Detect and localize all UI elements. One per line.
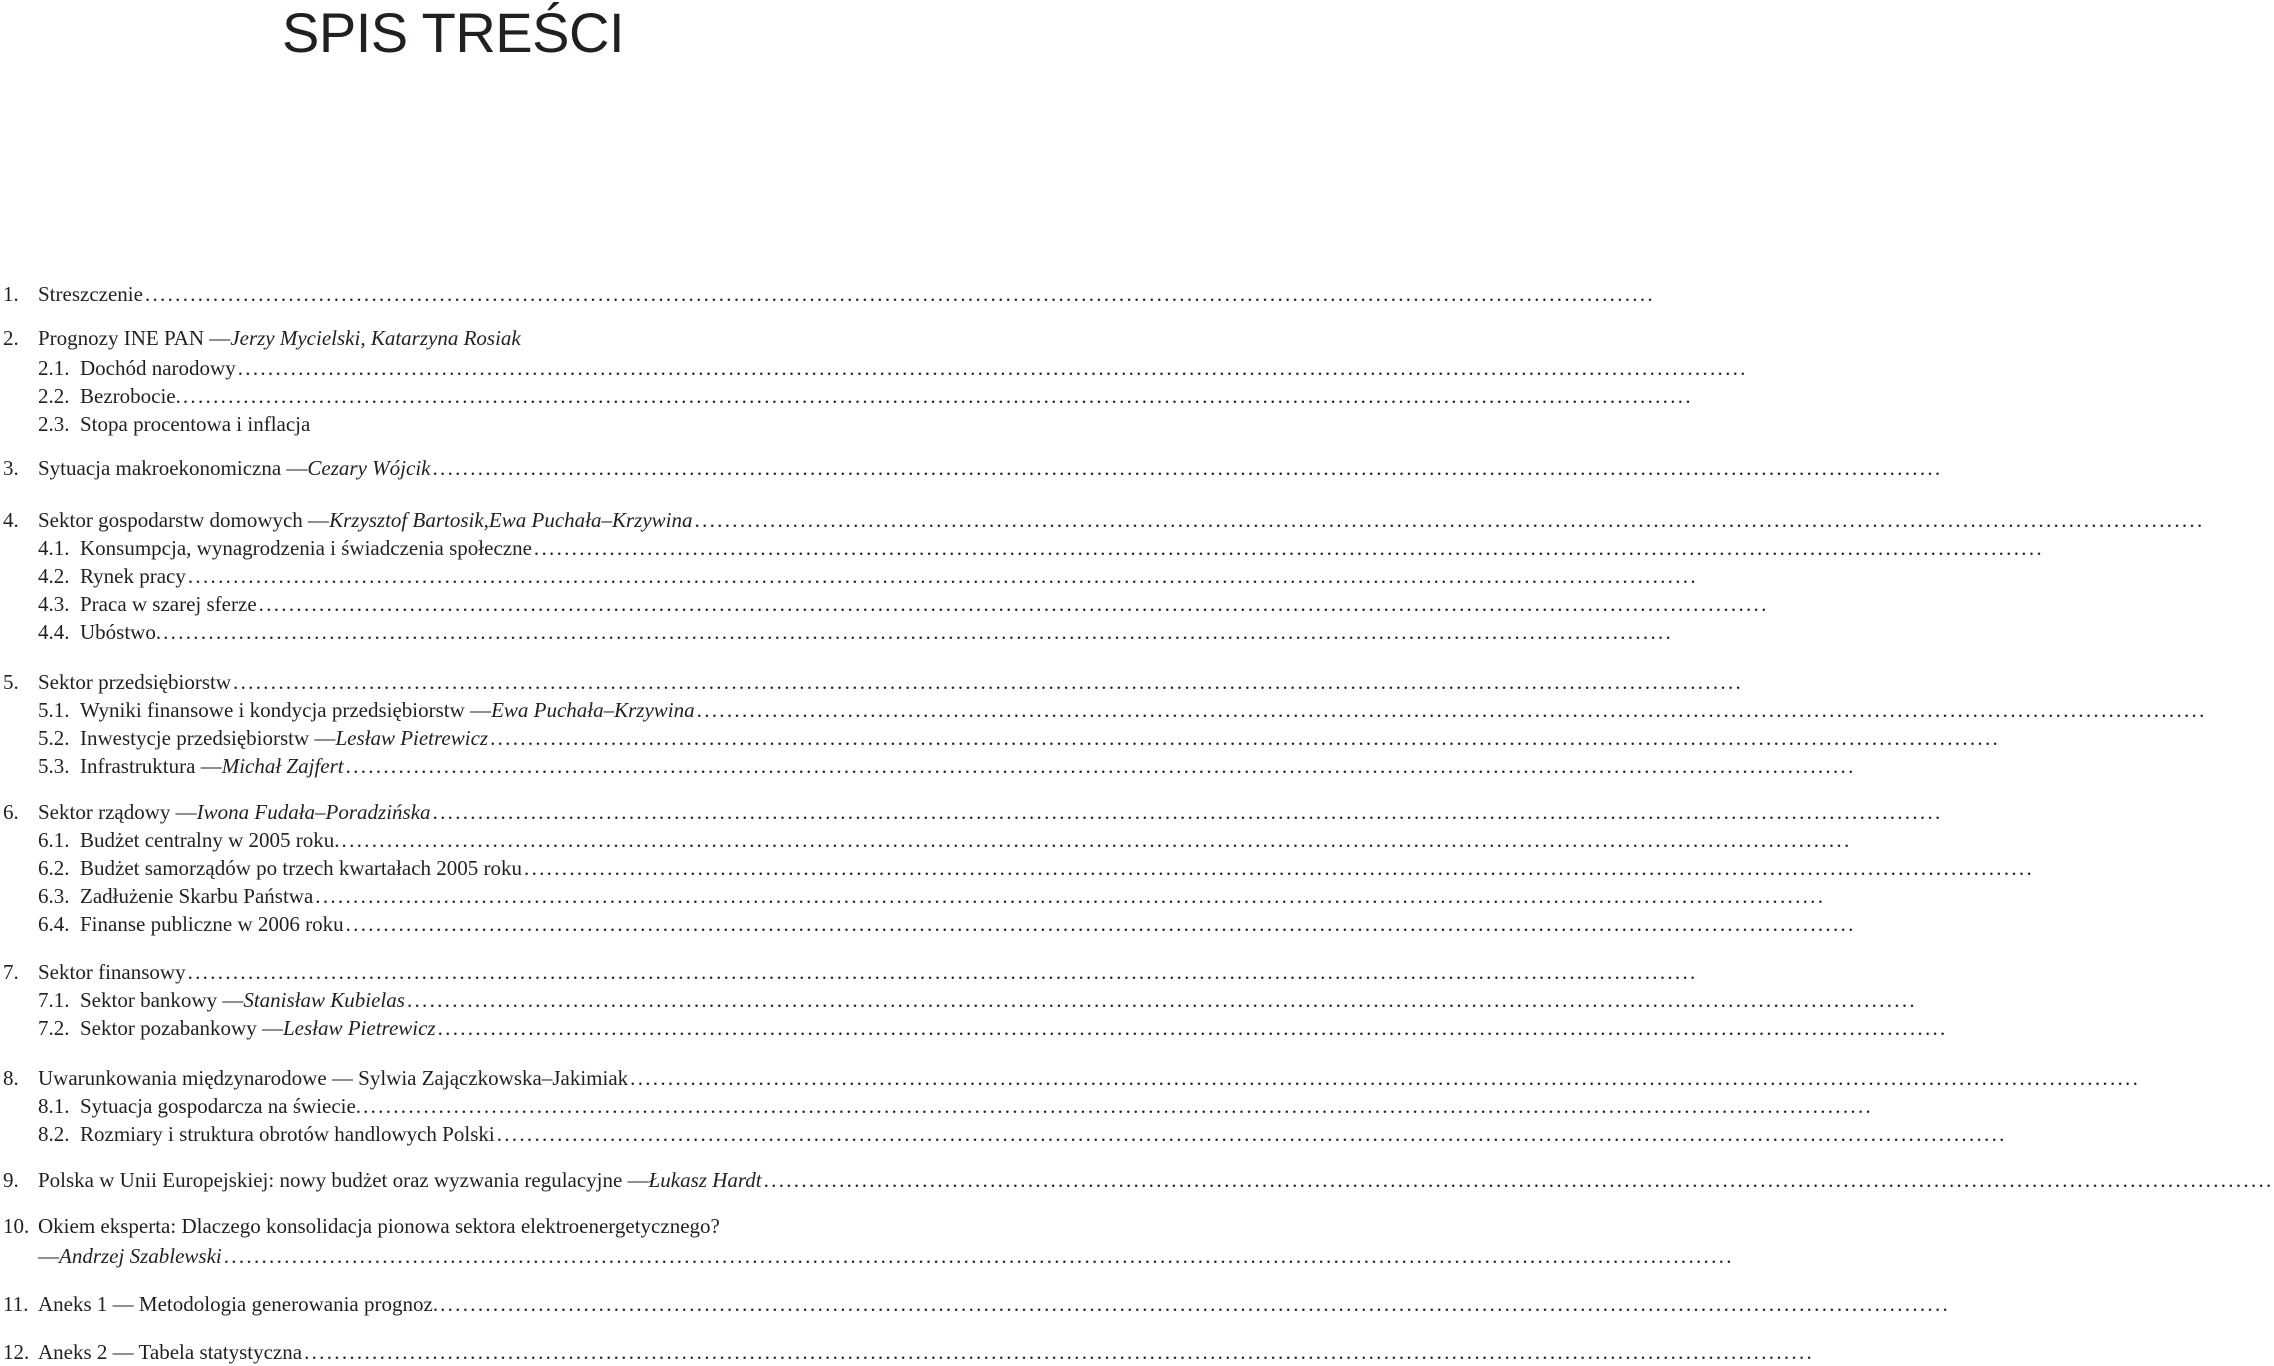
- toc-entry-number: 11.: [3, 1292, 29, 1316]
- dot-leader: ........................................................................................................................................................................................................: [694, 508, 2205, 532]
- toc-entry-author: Cezary Wójcik: [307, 456, 431, 480]
- toc-entry-title: Streszczenie: [38, 282, 143, 306]
- toc-entry-title: Prognozy INE PAN —: [38, 326, 231, 350]
- toc-entry-number: 4.4.: [38, 620, 70, 644]
- toc-entry-number: 6.3.: [38, 884, 70, 908]
- toc-entry[interactable]: [3, 668, 1744, 696]
- toc-entry-title: Aneks 1 — Metodologia generowania prognoz.: [38, 1292, 439, 1316]
- dot-leader: ........................................................................................................................................................................................................: [696, 698, 2207, 722]
- toc-entry[interactable]: [38, 590, 1769, 618]
- toc-entry-number: 2.1.: [38, 356, 70, 380]
- dot-leader: ........................................................................................................................................................................................................: [763, 1168, 2274, 1192]
- toc-entry-number: 5.: [3, 670, 19, 694]
- toc-entry-number: 4.3.: [38, 592, 70, 616]
- dot-leader: ........................................................................................................................................................................................................: [187, 960, 1698, 984]
- toc-entry-number: 6.: [3, 800, 19, 824]
- toc-entry-title: Rynek pracy: [80, 564, 186, 588]
- dot-leader: ........................................................................................................................................................................................................: [533, 536, 2044, 560]
- dot-leader: ........................................................................................................................................................................................................: [237, 356, 1748, 380]
- toc-entry[interactable]: [38, 382, 1693, 410]
- toc-entry-author: Lesław Pietrewicz: [282, 1016, 436, 1040]
- toc-entry[interactable]: [38, 1014, 1948, 1042]
- toc-entry-number: 6.1.: [38, 828, 70, 852]
- toc-entry[interactable]: [3, 958, 1698, 986]
- toc-entry-title: Infrastruktura —: [80, 754, 222, 778]
- toc-entry[interactable]: [38, 1092, 1874, 1120]
- toc-entry-title: Okiem eksperta: Dlaczego konsolidacja pionowa sektora elektroenergetycznego?: [38, 1214, 720, 1238]
- toc-entry-number: 4.: [3, 508, 19, 532]
- toc-entry-number: 7.2.: [38, 1016, 70, 1040]
- dot-leader: ........................................................................................................................................................................................................: [258, 592, 1769, 616]
- dot-leader: ........................................................................................................................................................................................................: [406, 988, 1917, 1012]
- toc-entry-number: 2.: [3, 326, 19, 350]
- toc-entry-title: Bezrobocie.: [80, 384, 181, 408]
- toc-entry-title: Sytuacja gospodarcza na świecie.: [80, 1094, 362, 1118]
- dot-leader: ........................................................................................................................................................................................................: [341, 828, 1852, 852]
- toc-entry-title: Polska w Unii Europejskiej: nowy budżet oraz wyzwania regulacyjne —: [38, 1168, 649, 1192]
- dot-leader: ........................................................................................................................................................................................................: [223, 1244, 1734, 1268]
- toc-entry[interactable]: [3, 1166, 2274, 1194]
- toc-entry-title: Budżet centralny w 2005 roku.: [80, 828, 340, 852]
- dot-leader: ........................................................................................................................................................................................................: [315, 884, 1826, 908]
- dot-leader: ........................................................................................................................................................................................................: [144, 282, 1655, 306]
- dot-leader: ........................................................................................................................................................................................................: [182, 384, 1693, 408]
- toc-entry-number: 8.1.: [38, 1094, 70, 1118]
- toc-entry[interactable]: [38, 354, 1748, 382]
- toc-entry[interactable]: [38, 882, 1826, 910]
- toc-entry[interactable]: [3, 1242, 1734, 1270]
- dot-leader: ........................................................................................................................................................................................................: [490, 726, 2001, 750]
- dot-leader: ........................................................................................................................................................................................................: [630, 1066, 2141, 1090]
- toc-entry-number: 7.: [3, 960, 19, 984]
- toc-entry-author: Lesław Pietrewicz: [335, 726, 489, 750]
- toc-entry[interactable]: [38, 562, 1698, 590]
- toc-entry-title: Sytuacja makroekonomiczna —: [38, 456, 308, 480]
- toc-entry-author: Stanisław Kubielas: [243, 988, 405, 1012]
- toc-entry-title: Wyniki finansowe i kondycja przedsiębiorstw —: [80, 698, 492, 722]
- toc-entry-number: 4.2.: [38, 564, 70, 588]
- toc-entry-author: Iwona Fudała–Poradzińska: [196, 800, 431, 824]
- toc-entry-number: 6.4.: [38, 912, 70, 936]
- toc-entry-author: Jerzy Mycielski, Katarzyna Rosiak: [230, 326, 521, 350]
- toc-entry[interactable]: [38, 696, 2207, 724]
- toc-entry-author: Ewa Puchała–Krzywina: [488, 508, 693, 532]
- toc-entry[interactable]: [3, 1290, 1951, 1318]
- dot-leader: ........................................................................................................................................................................................................: [524, 856, 2035, 880]
- toc-entry[interactable]: [38, 618, 1674, 646]
- toc-entry-number: 5.1.: [38, 698, 70, 722]
- toc-entry-author: Ewa Puchała–Krzywina: [491, 698, 695, 722]
- toc-entry-number: 8.: [3, 1066, 19, 1090]
- dot-leader: ........................................................................................................................................................................................................: [432, 456, 1943, 480]
- toc-entry[interactable]: [38, 826, 1852, 854]
- toc-entry-title: Sektor pozabankowy —: [80, 1016, 283, 1040]
- toc-entry-title: Uwarunkowania międzynarodowe — Sylwia Zajączkowska–Jakimiak: [38, 1066, 629, 1090]
- toc-entry[interactable]: [38, 854, 2035, 882]
- toc-entry-number: 2.3.: [38, 412, 70, 436]
- toc-entry[interactable]: [38, 410, 310, 438]
- toc-entry-title: Zadłużenie Skarbu Państwa: [80, 884, 314, 908]
- toc-entry[interactable]: [3, 1338, 1815, 1366]
- dot-leader: ........................................................................................................................................................................................................: [163, 620, 1674, 644]
- toc-entry-title: Budżet samorządów po trzech kwartałach 2005 roku: [80, 856, 523, 880]
- dot-leader: ........................................................................................................................................................................................................: [345, 912, 1856, 936]
- toc-entry-separator: ,: [483, 508, 489, 532]
- toc-entry[interactable]: [3, 1064, 2141, 1092]
- toc-entry-number: 5.2.: [38, 726, 70, 750]
- toc-entry[interactable]: [3, 798, 1943, 826]
- toc-entry[interactable]: [38, 910, 1856, 938]
- dot-leader: ........................................................................................................................................................................................................: [233, 670, 1744, 694]
- toc-entry-number: 4.1.: [38, 536, 70, 560]
- toc-entry-title: Praca w szarej sferze: [80, 592, 257, 616]
- dot-leader: ........................................................................................................................................................................................................: [440, 1292, 1951, 1316]
- toc-entry-number: 6.2.: [38, 856, 70, 880]
- toc-entry-title: Konsumpcja, wynagrodzenia i świadczenia społeczne: [80, 536, 532, 560]
- dot-leader: ........................................................................................................................................................................................................: [432, 800, 1943, 824]
- toc-entry-author: Andrzej Szablewski: [59, 1244, 222, 1268]
- toc-entry-title: Ubóstwo.: [80, 620, 162, 644]
- toc-entry-number: 3.: [3, 456, 19, 480]
- toc-entry[interactable]: [38, 752, 1856, 780]
- toc-entry-title: —: [38, 1244, 59, 1268]
- dot-leader: ........................................................................................................................................................................................................: [304, 1340, 1815, 1364]
- toc-entry[interactable]: [38, 724, 2001, 752]
- dot-leader: ........................................................................................................................................................................................................: [496, 1122, 2007, 1146]
- toc-entry[interactable]: [38, 534, 2044, 562]
- toc-entry[interactable]: [38, 1120, 2007, 1148]
- toc-entry-title: Aneks 2 — Tabela statystyczna: [38, 1340, 303, 1364]
- toc-entry-author: Michał Zajfert: [221, 754, 344, 778]
- page-title: SPIS TREŚCI: [281, 1, 624, 64]
- dot-leader: ........................................................................................................................................................................................................: [187, 564, 1698, 588]
- toc-entry-number: 7.1.: [38, 988, 70, 1012]
- toc-entry-number: 1.: [3, 282, 19, 306]
- toc-entry-number: 5.3.: [38, 754, 70, 778]
- toc-entry[interactable]: [3, 280, 1655, 308]
- toc-entry-number: 12.: [3, 1340, 30, 1364]
- toc-entry[interactable]: [3, 324, 521, 352]
- toc-entry-title: Sektor gospodarstw domowych —: [38, 508, 330, 532]
- toc-entry-title: Sektor bankowy —: [80, 988, 244, 1012]
- toc-entry-title: Finanse publiczne w 2006 roku: [80, 912, 344, 936]
- toc-entry-title: Sektor rządowy —: [38, 800, 197, 824]
- toc-entry-number: 10.: [3, 1214, 30, 1238]
- dot-leader: ........................................................................................................................................................................................................: [363, 1094, 1874, 1118]
- toc-entry-title: Dochód narodowy: [80, 356, 236, 380]
- toc-entry-title: Sektor finansowy: [38, 960, 186, 984]
- toc-entry[interactable]: [38, 986, 1917, 1014]
- toc-entry-number: 8.2.: [38, 1122, 70, 1146]
- dot-leader: ........................................................................................................................................................................................................: [437, 1016, 1948, 1040]
- toc-entry-author: Łukasz Hardt: [648, 1168, 762, 1192]
- toc-entry-title: Sektor przedsiębiorstw: [38, 670, 232, 694]
- toc-entry-title: Rozmiary i struktura obrotów handlowych Polski: [80, 1122, 495, 1146]
- toc-entry[interactable]: [3, 506, 2205, 534]
- toc-entry[interactable]: [3, 454, 1943, 482]
- toc-entry[interactable]: [3, 1212, 720, 1240]
- toc-entry-number: 9.: [3, 1168, 19, 1192]
- dot-leader: ........................................................................................................................................................................................................: [345, 754, 1856, 778]
- toc-entry-number: 2.2.: [38, 384, 70, 408]
- toc-entry-title: Stopa procentowa i inflacja: [80, 412, 311, 436]
- toc-entry-author: Krzysztof Bartosik: [329, 508, 484, 532]
- toc-entry-title: Inwestycje przedsiębiorstw —: [80, 726, 336, 750]
